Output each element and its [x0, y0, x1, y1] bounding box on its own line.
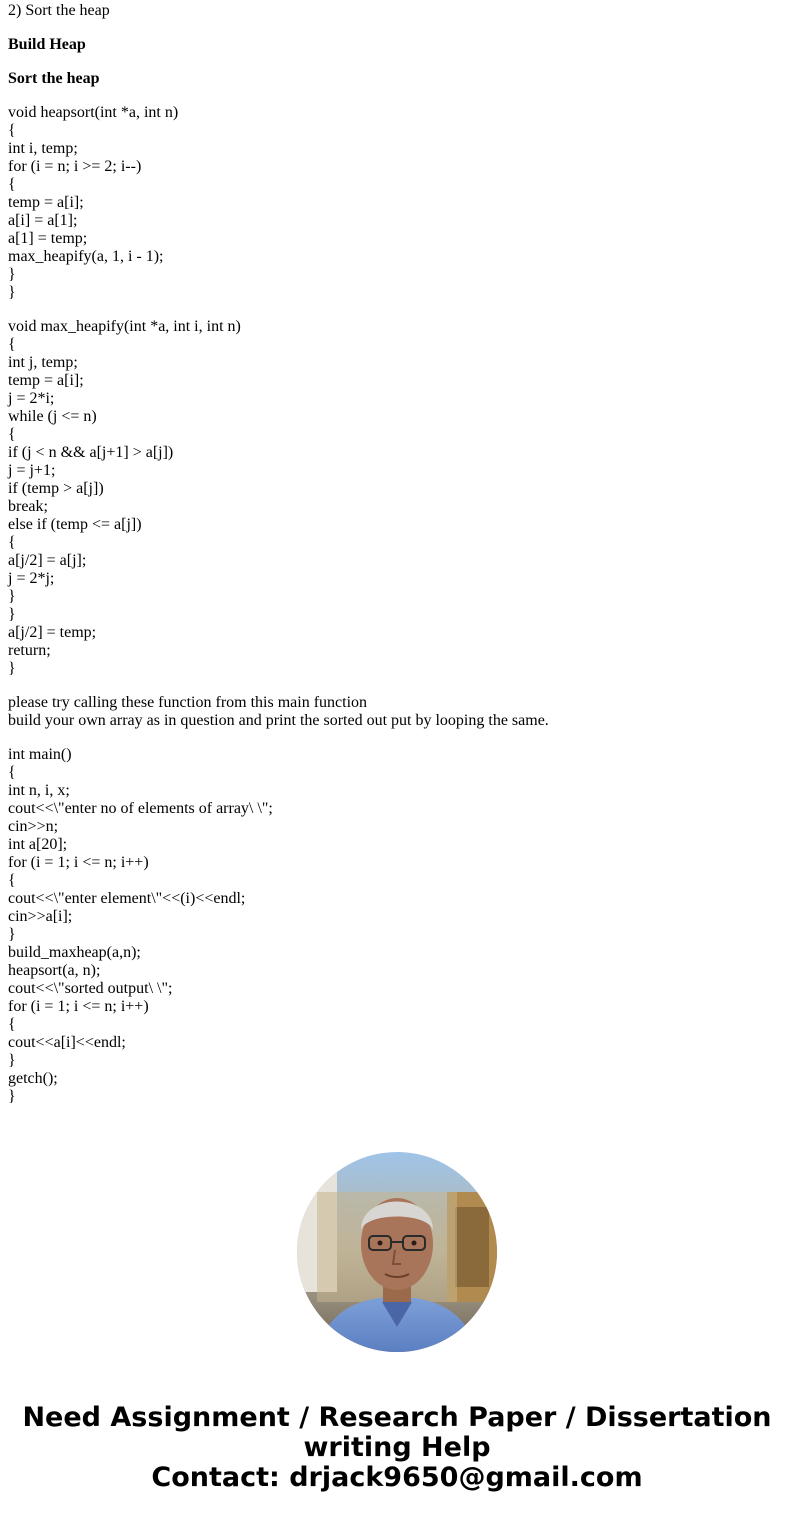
footer-banner	[0, 1403, 794, 1493]
code-line: {	[8, 534, 16, 551]
code-line: }	[8, 588, 16, 605]
code-line: {	[8, 336, 16, 353]
code-line: temp = a[i];	[8, 194, 84, 211]
spacer	[8, 302, 786, 318]
portrait-image	[297, 1152, 497, 1352]
code-line: int n, i, x;	[8, 782, 70, 799]
document-body	[8, 2, 786, 1106]
step-title: 2) Sort the heap	[8, 2, 110, 19]
author-photo	[297, 1152, 497, 1352]
code-line: j = 2*i;	[8, 390, 55, 407]
code-line: }	[8, 1088, 16, 1105]
code-line: void heapsort(int *a, int n)	[8, 104, 179, 121]
code-line: break;	[8, 498, 48, 515]
code-line: {	[8, 426, 16, 443]
code-line: cout<<\"enter element\"<<(i)<<endl;	[8, 890, 246, 907]
code-line: cout<<\"enter no of elements of array\ \";	[8, 800, 273, 817]
footer-line-2: writing Help	[303, 1432, 491, 1463]
code-line: if (j < n && a[j+1] > a[j])	[8, 444, 174, 461]
code-line: else if (temp <= a[j])	[8, 516, 142, 533]
code-line: cin>>a[i];	[8, 908, 73, 925]
code-line: return;	[8, 642, 51, 659]
footer-contact: Contact: drjack9650@gmail.com	[151, 1462, 643, 1493]
code-line: {	[8, 764, 16, 781]
code-line: cin>>n;	[8, 818, 59, 835]
code-line: int j, temp;	[8, 354, 78, 371]
main-code-block	[8, 746, 786, 1106]
instruction-line: build your own array as in question and print the sorted out put by looping the same.	[8, 712, 549, 729]
spacer	[8, 54, 786, 70]
spacer	[8, 88, 786, 104]
code-line: j = j+1;	[8, 462, 56, 479]
code-line: a[1] = temp;	[8, 230, 88, 247]
spacer	[8, 20, 786, 36]
spacer	[8, 730, 786, 746]
code-line: {	[8, 1016, 16, 1033]
code-line: heapsort(a, n);	[8, 962, 101, 979]
code-line: {	[8, 122, 16, 139]
code-line: int main()	[8, 746, 72, 763]
code-line: }	[8, 266, 16, 283]
heapsort-code-block	[8, 104, 786, 302]
heading-build-heap: Build Heap	[8, 36, 86, 53]
code-line: temp = a[i];	[8, 372, 84, 389]
code-line: cout<<\"sorted output\ \";	[8, 980, 173, 997]
code-line: void max_heapify(int *a, int i, int n)	[8, 318, 241, 335]
instruction-line: please try calling these function from this main function	[8, 694, 368, 711]
max-heapify-code-block	[8, 318, 786, 678]
instructions-block	[8, 694, 786, 730]
code-line: int i, temp;	[8, 140, 78, 157]
code-line: for (i = 1; i <= n; i++)	[8, 854, 149, 871]
code-line: a[j/2] = a[j];	[8, 552, 87, 569]
code-line: max_heapify(a, 1, i - 1);	[8, 248, 164, 265]
code-line: getch();	[8, 1070, 58, 1087]
code-line: j = 2*j;	[8, 570, 55, 587]
heading-sort-heap: Sort the heap	[8, 70, 100, 87]
code-line: cout<<a[i]<<endl;	[8, 1034, 126, 1051]
code-line: {	[8, 176, 16, 193]
code-line: a[j/2] = temp;	[8, 624, 97, 641]
code-line: }	[8, 1052, 16, 1069]
code-line: build_maxheap(a,n);	[8, 944, 141, 961]
spacer	[8, 678, 786, 694]
code-line: }	[8, 606, 16, 623]
code-line: }	[8, 284, 16, 301]
code-line: }	[8, 660, 16, 677]
code-line: for (i = n; i >= 2; i--)	[8, 158, 142, 175]
code-line: {	[8, 872, 16, 889]
code-line: for (i = 1; i <= n; i++)	[8, 998, 149, 1015]
code-line: a[i] = a[1];	[8, 212, 78, 229]
footer-line-1: Need Assignment / Research Paper / Dissertation	[22, 1402, 772, 1433]
code-line: if (temp > a[j])	[8, 480, 104, 497]
code-line: while (j <= n)	[8, 408, 97, 425]
code-line: }	[8, 926, 16, 943]
code-line: int a[20];	[8, 836, 68, 853]
